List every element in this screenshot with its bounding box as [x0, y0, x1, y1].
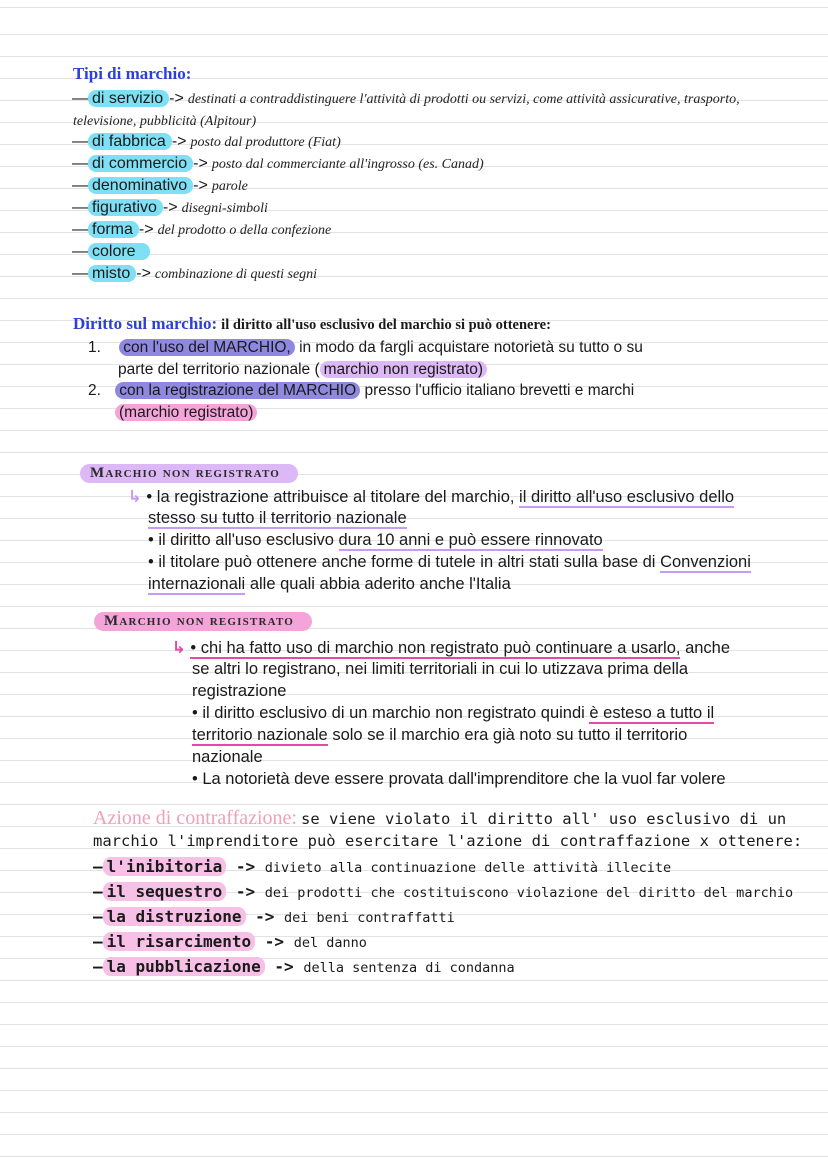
tipi-title: Tipi di marchio:	[73, 64, 192, 83]
item-label: misto	[88, 265, 136, 282]
text: • la registrazione attribuisce al titolare del marchio,	[146, 488, 515, 506]
arrow: ->	[162, 199, 178, 216]
item-label: di servizio	[88, 90, 169, 107]
list-item	[93, 907, 455, 926]
item-desc: dei beni contraffatti	[284, 910, 455, 926]
bullet-line: registrazione	[192, 682, 287, 700]
arrow: ->	[235, 857, 256, 876]
bullet-line	[192, 704, 714, 723]
dash: —	[93, 957, 103, 976]
text: • il diritto esclusivo di un marchio non registrato quindi	[192, 704, 585, 722]
list-item	[72, 133, 341, 151]
dash: —	[72, 243, 88, 260]
text: • il titolare può ottenere anche forme di tutele in altri stati sulla base di	[148, 553, 656, 571]
item-desc: posto dal commerciante all'ingrosso (es. Canad)	[211, 157, 484, 172]
underlined-text: il diritto all'uso esclusivo dello	[519, 488, 735, 506]
item-desc: parole	[211, 179, 248, 194]
underlined-text: dura 10 anni e può essere rinnovato	[338, 531, 603, 549]
dash: —	[72, 133, 88, 150]
item-label: di commercio	[88, 155, 193, 172]
dash: —	[72, 221, 88, 238]
arrow: ->	[138, 221, 154, 238]
item-desc: divieto alla continuazione delle attività illecite	[264, 860, 672, 876]
item-label: l'inibitoria	[103, 857, 227, 876]
item-desc: combinazione di questi segni	[154, 267, 318, 282]
item-desc: dei prodotti che costituiscono violazione del diritto del marchio	[264, 885, 794, 901]
list-item	[93, 882, 793, 901]
item-text: parte del territorio nazionale (	[118, 361, 320, 378]
item-desc: destinati a contraddistinguere l'attività di prodotti ou servizi, come attività assicurative, trasporto,	[187, 92, 740, 107]
list-item	[72, 155, 484, 173]
dash: —	[72, 265, 88, 282]
item-number: 2.	[88, 382, 101, 399]
list-item	[93, 957, 515, 976]
underlined-text: territorio nazionale	[192, 726, 328, 744]
bullet-line	[128, 487, 734, 507]
text: • il diritto all'uso esclusivo	[148, 531, 334, 549]
text: anche	[685, 639, 731, 657]
section-heading: Marchio non registrato	[94, 612, 312, 631]
arrow-icon: ↳	[172, 639, 186, 657]
arrow: ->	[274, 957, 294, 976]
bullet-line: nazionale	[192, 748, 263, 766]
section-heading: Marchio non registrato	[80, 464, 298, 483]
dash: —	[93, 882, 103, 901]
ordered-item-1-cont	[118, 361, 487, 379]
dash: —	[93, 857, 103, 876]
bullet-line	[148, 575, 511, 594]
highlight: marchio non registrato)	[320, 361, 487, 378]
text: solo se il marchio era già noto su tutto il territorio	[332, 726, 688, 744]
azione-title: Azione di contraffazione:	[93, 807, 297, 829]
bullet-line: • La notorietà deve essere provata dall'imprenditore che la vuol far volere	[192, 770, 726, 788]
arrow: ->	[169, 90, 184, 107]
arrow: ->	[235, 882, 256, 901]
dash: —	[93, 932, 103, 951]
item-label: colore	[88, 243, 150, 260]
underlined-text: internazionali	[148, 575, 246, 593]
item-desc: posto dal produttore (Fiat)	[190, 135, 341, 150]
arrow: ->	[193, 155, 208, 172]
item-label: la pubblicazione	[103, 957, 265, 976]
highlight: con l'uso del MARCHIO,	[119, 339, 295, 356]
ordered-item-2-cont	[115, 404, 257, 422]
item-desc: del prodotto o della confezione	[157, 223, 332, 238]
item-desc: del danno	[293, 935, 367, 951]
item-text: presso l'ufficio italiano brevetti e marchi	[364, 382, 635, 399]
diritto-header	[73, 314, 551, 334]
arrow-icon: ↳	[128, 488, 142, 506]
dash: —	[72, 90, 88, 107]
underlined-text: è esteso a tutto il	[589, 704, 715, 722]
bullet-line	[148, 509, 407, 528]
item-label: il sequestro	[103, 882, 227, 901]
dash: —	[72, 199, 88, 216]
list-item	[93, 857, 671, 876]
arrow: ->	[136, 265, 151, 282]
arrow: ->	[255, 907, 275, 926]
list-item	[93, 932, 367, 951]
list-item	[72, 177, 248, 195]
dash: —	[72, 177, 88, 194]
bullet-line	[148, 553, 751, 572]
item-label: denominativo	[88, 177, 193, 194]
item-label: di fabbrica	[88, 133, 172, 150]
highlight: con la registrazione del MARCHIO	[115, 382, 360, 399]
bullet-line: se altri lo registrano, nei limiti territoriali in cui lo utizzava prima della	[192, 660, 689, 678]
item-label: forma	[88, 221, 139, 238]
diritto-title: Diritto sul marchio:	[73, 314, 218, 333]
ordered-item-1	[88, 339, 643, 357]
azione-intro: se viene violato il diritto all' uso esclusivo di un	[300, 810, 787, 828]
bullet-line	[192, 726, 687, 745]
list-item	[72, 221, 331, 239]
item-desc: disegni-simboli	[181, 201, 268, 216]
item-number: 1.	[88, 339, 101, 356]
item-desc: della sentenza di condanna	[303, 960, 515, 976]
azione-intro-cont: marchio l'imprenditore può esercitare l'azione di contraffazione x ottenere:	[93, 832, 803, 850]
dash: —	[72, 155, 88, 172]
arrow: ->	[171, 133, 187, 150]
list-item	[72, 199, 268, 217]
diritto-intro: il diritto all'uso esclusivo del marchio si può ottenere:	[221, 317, 551, 333]
bullet-line	[172, 638, 730, 658]
item-label: il risarcimento	[103, 932, 256, 951]
list-item	[72, 90, 740, 108]
arrow: ->	[264, 932, 285, 951]
bullet-line	[148, 531, 603, 550]
ordered-item-2	[88, 382, 634, 400]
arrow: ->	[193, 177, 208, 194]
dash: —	[93, 907, 103, 926]
text: alle quali abbia aderito anche l'Italia	[249, 575, 511, 593]
list-item	[72, 265, 317, 283]
underlined-text: Convenzioni	[660, 553, 751, 571]
underlined-text: • chi ha fatto uso di marchio non registrato può continuare a usarlo,	[190, 639, 681, 657]
highlight: (marchio registrato)	[115, 404, 257, 421]
underlined-text: stesso su tutto il territorio nazionale	[148, 509, 407, 527]
item-label: la distruzione	[103, 907, 246, 926]
item-text: in modo da fargli acquistare notorietà su tutto o su	[299, 339, 643, 356]
azione-header	[93, 807, 786, 830]
item-desc-cont: televisione, pubblicità (Alpitour)	[73, 114, 257, 129]
item-label: figurativo	[88, 199, 163, 216]
list-item	[72, 243, 150, 261]
